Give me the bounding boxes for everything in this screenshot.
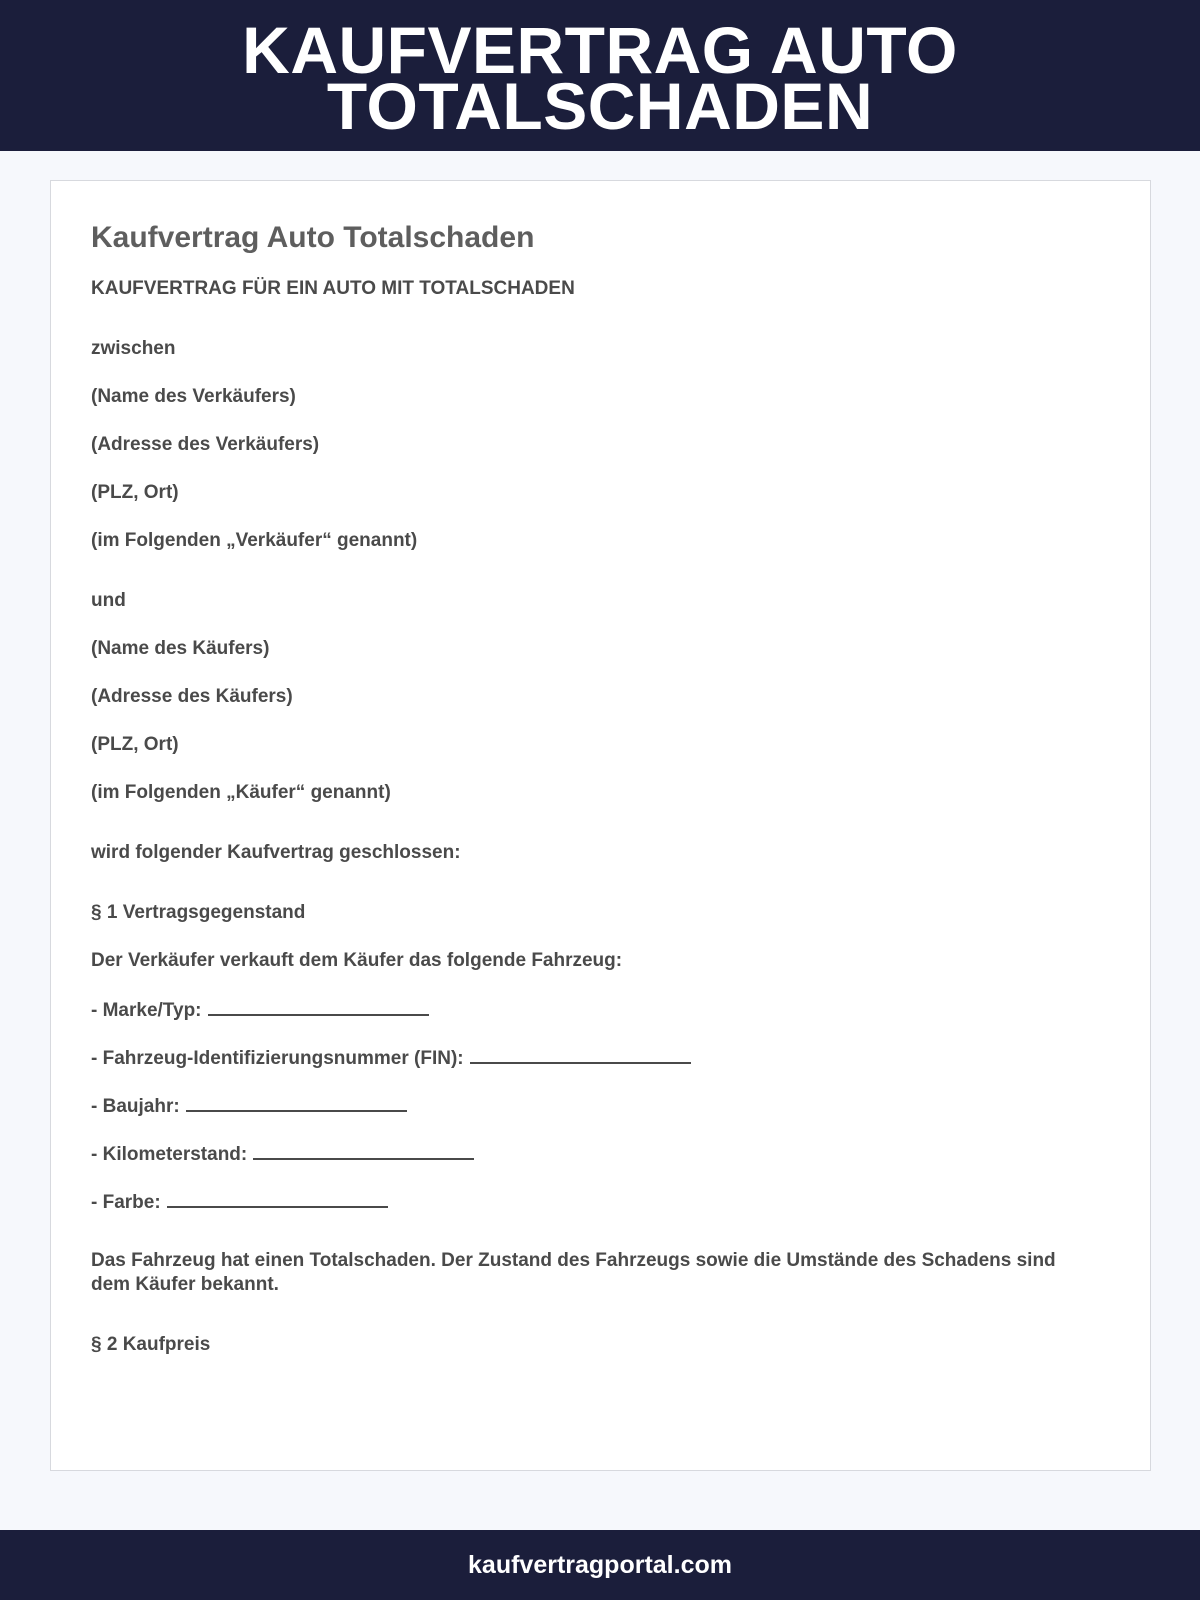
seller-city: (PLZ, Ort) [91, 482, 179, 503]
footer-domain[interactable]: kaufvertragportal.com [468, 1550, 732, 1579]
page-footer [0, 1530, 1200, 1600]
field-mileage [91, 1141, 474, 1167]
field-color [91, 1189, 388, 1215]
field-label: - Farbe: [91, 1192, 161, 1213]
buyer-designation: (im Folgenden „Käufer“ genannt) [91, 782, 391, 803]
document-card [50, 180, 1151, 1471]
section2-title: § 2 Kaufpreis [91, 1334, 211, 1355]
section1-intro: Der Verkäufer verkauft dem Käufer das folgende Fahrzeug: [91, 950, 623, 971]
field-label: - Fahrzeug-Identifizierungsnummer (FIN): [91, 1048, 464, 1069]
field-make-type [91, 997, 429, 1023]
document-title: Kaufvertrag Auto Totalschaden [91, 221, 535, 254]
buyer-city: (PLZ, Ort) [91, 734, 179, 755]
blank-line [470, 1045, 691, 1064]
seller-address: (Adresse des Verkäufers) [91, 434, 320, 455]
page-header [0, 0, 1200, 151]
field-label: - Marke/Typ: [91, 1000, 202, 1021]
field-label: - Baujahr: [91, 1096, 180, 1117]
conclusion-text: wird folgender Kaufvertrag geschlossen: [91, 842, 461, 863]
damage-note: Das Fahrzeug hat einen Totalschaden. Der Zustand des Fahrzeugs sowie die Umstände des Schadens sind dem Käufer bekannt. [91, 1250, 1056, 1295]
header-title: KAUFVERTRAG AUTO TOTALSCHADEN [242, 12, 958, 143]
blank-line [253, 1141, 474, 1160]
buyer-name: (Name des Käufers) [91, 638, 270, 659]
blank-line [208, 997, 429, 1016]
seller-name: (Name des Verkäufers) [91, 386, 296, 407]
field-vin [91, 1045, 691, 1071]
blank-line [186, 1093, 407, 1112]
section1-title: § 1 Vertragsgegenstand [91, 902, 306, 923]
seller-designation: (im Folgenden „Verkäufer“ genannt) [91, 530, 418, 551]
buyer-address: (Adresse des Käufers) [91, 686, 293, 707]
field-label: - Kilometerstand: [91, 1144, 248, 1165]
document-heading: KAUFVERTRAG FÜR EIN AUTO MIT TOTALSCHADEN [91, 278, 575, 299]
and-text: und [91, 590, 126, 611]
field-year [91, 1093, 407, 1119]
between-text: zwischen [91, 338, 176, 359]
blank-line [167, 1189, 388, 1208]
